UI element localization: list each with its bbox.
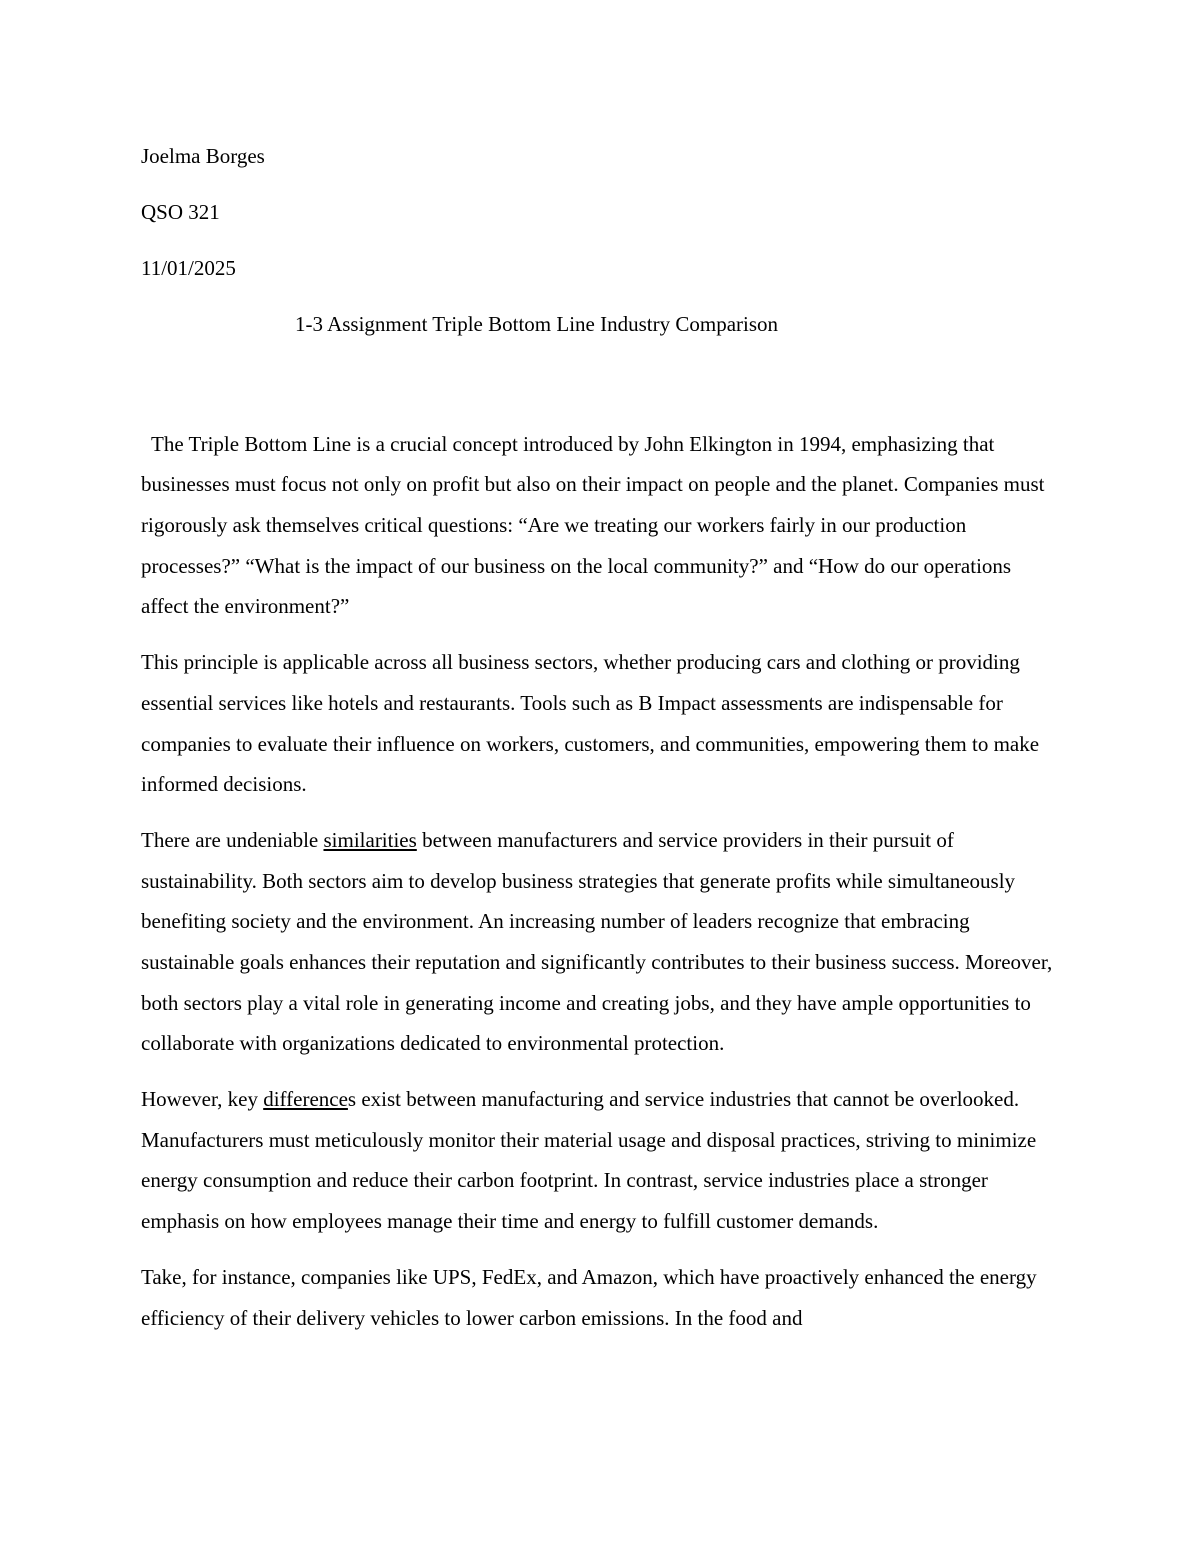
course-code: QSO 321: [141, 200, 220, 225]
paragraph-differences-rest: s exist between manufacturing and service industries that cannot be overlooked. Manufacturers must meticulously monitor their material usage and disposal practices, striving to minimize energy consumption and reduce their carbon footprint. In contrast, service industries place a stronger emphasis on how employees manage their time and energy to fulfill customer demands.: [141, 1087, 1037, 1234]
document-body: [141, 136, 1059, 1354]
paragraph-differences-lead: However, key: [141, 1087, 264, 1112]
author-name: Joelma Borges: [141, 144, 265, 168]
paragraph-principle: This principle is applicable across all business sectors, whether producing cars and clothing or providing essential services like hotels and restaurants. Tools such as B Impact assessments are indispensable for companies to evaluate their influence on workers, customers, and communities, empowering them to make informed decisions.: [141, 650, 1040, 797]
paragraph-examples: Take, for instance, companies like UPS, FedEx, and Amazon, which have proactively enhanced the energy efficiency of their delivery vehicles to lower carbon emissions. In the food and: [141, 1265, 1037, 1330]
paragraph-similarities-rest: between manufacturers and service providers in their pursuit of sustainability. Both sectors aim to develop business strategies that generate profits while simultaneously benefiting society and the environment. An increasing number of leaders recognize that embracing sustainable goals enhances their reputation and significantly contributes to their business success. Moreover, both sectors play a vital role in generating income and creating jobs, and they have ample opportunities to collaborate with organizations dedicated to environmental protection.: [141, 828, 1053, 1056]
document-title: 1-3 Assignment Triple Bottom Line Industry Comparison: [295, 312, 779, 337]
similarities-underlined-word: similarities: [323, 828, 417, 853]
differences-underlined-word: difference: [263, 1087, 348, 1112]
paragraph-differences: [141, 1079, 1059, 1241]
document-date: 11/01/2025: [141, 256, 236, 281]
paragraph-similarities-lead: There are undeniable: [141, 828, 324, 853]
essay-body: [141, 424, 1059, 1338]
paragraph-similarities: [141, 820, 1059, 1064]
paragraph-intro: The Triple Bottom Line is a crucial concept introduced by John Elkington in 1994, emphasizing that businesses must focus not only on profit but also on their impact on people and the planet. Companies must rigorously ask themselves critical questions: “Are we treating our workers fairly in our production processes?” “What is the impact of our business on the local community?” and “How do our operations affect the environment?”: [141, 431, 1045, 619]
